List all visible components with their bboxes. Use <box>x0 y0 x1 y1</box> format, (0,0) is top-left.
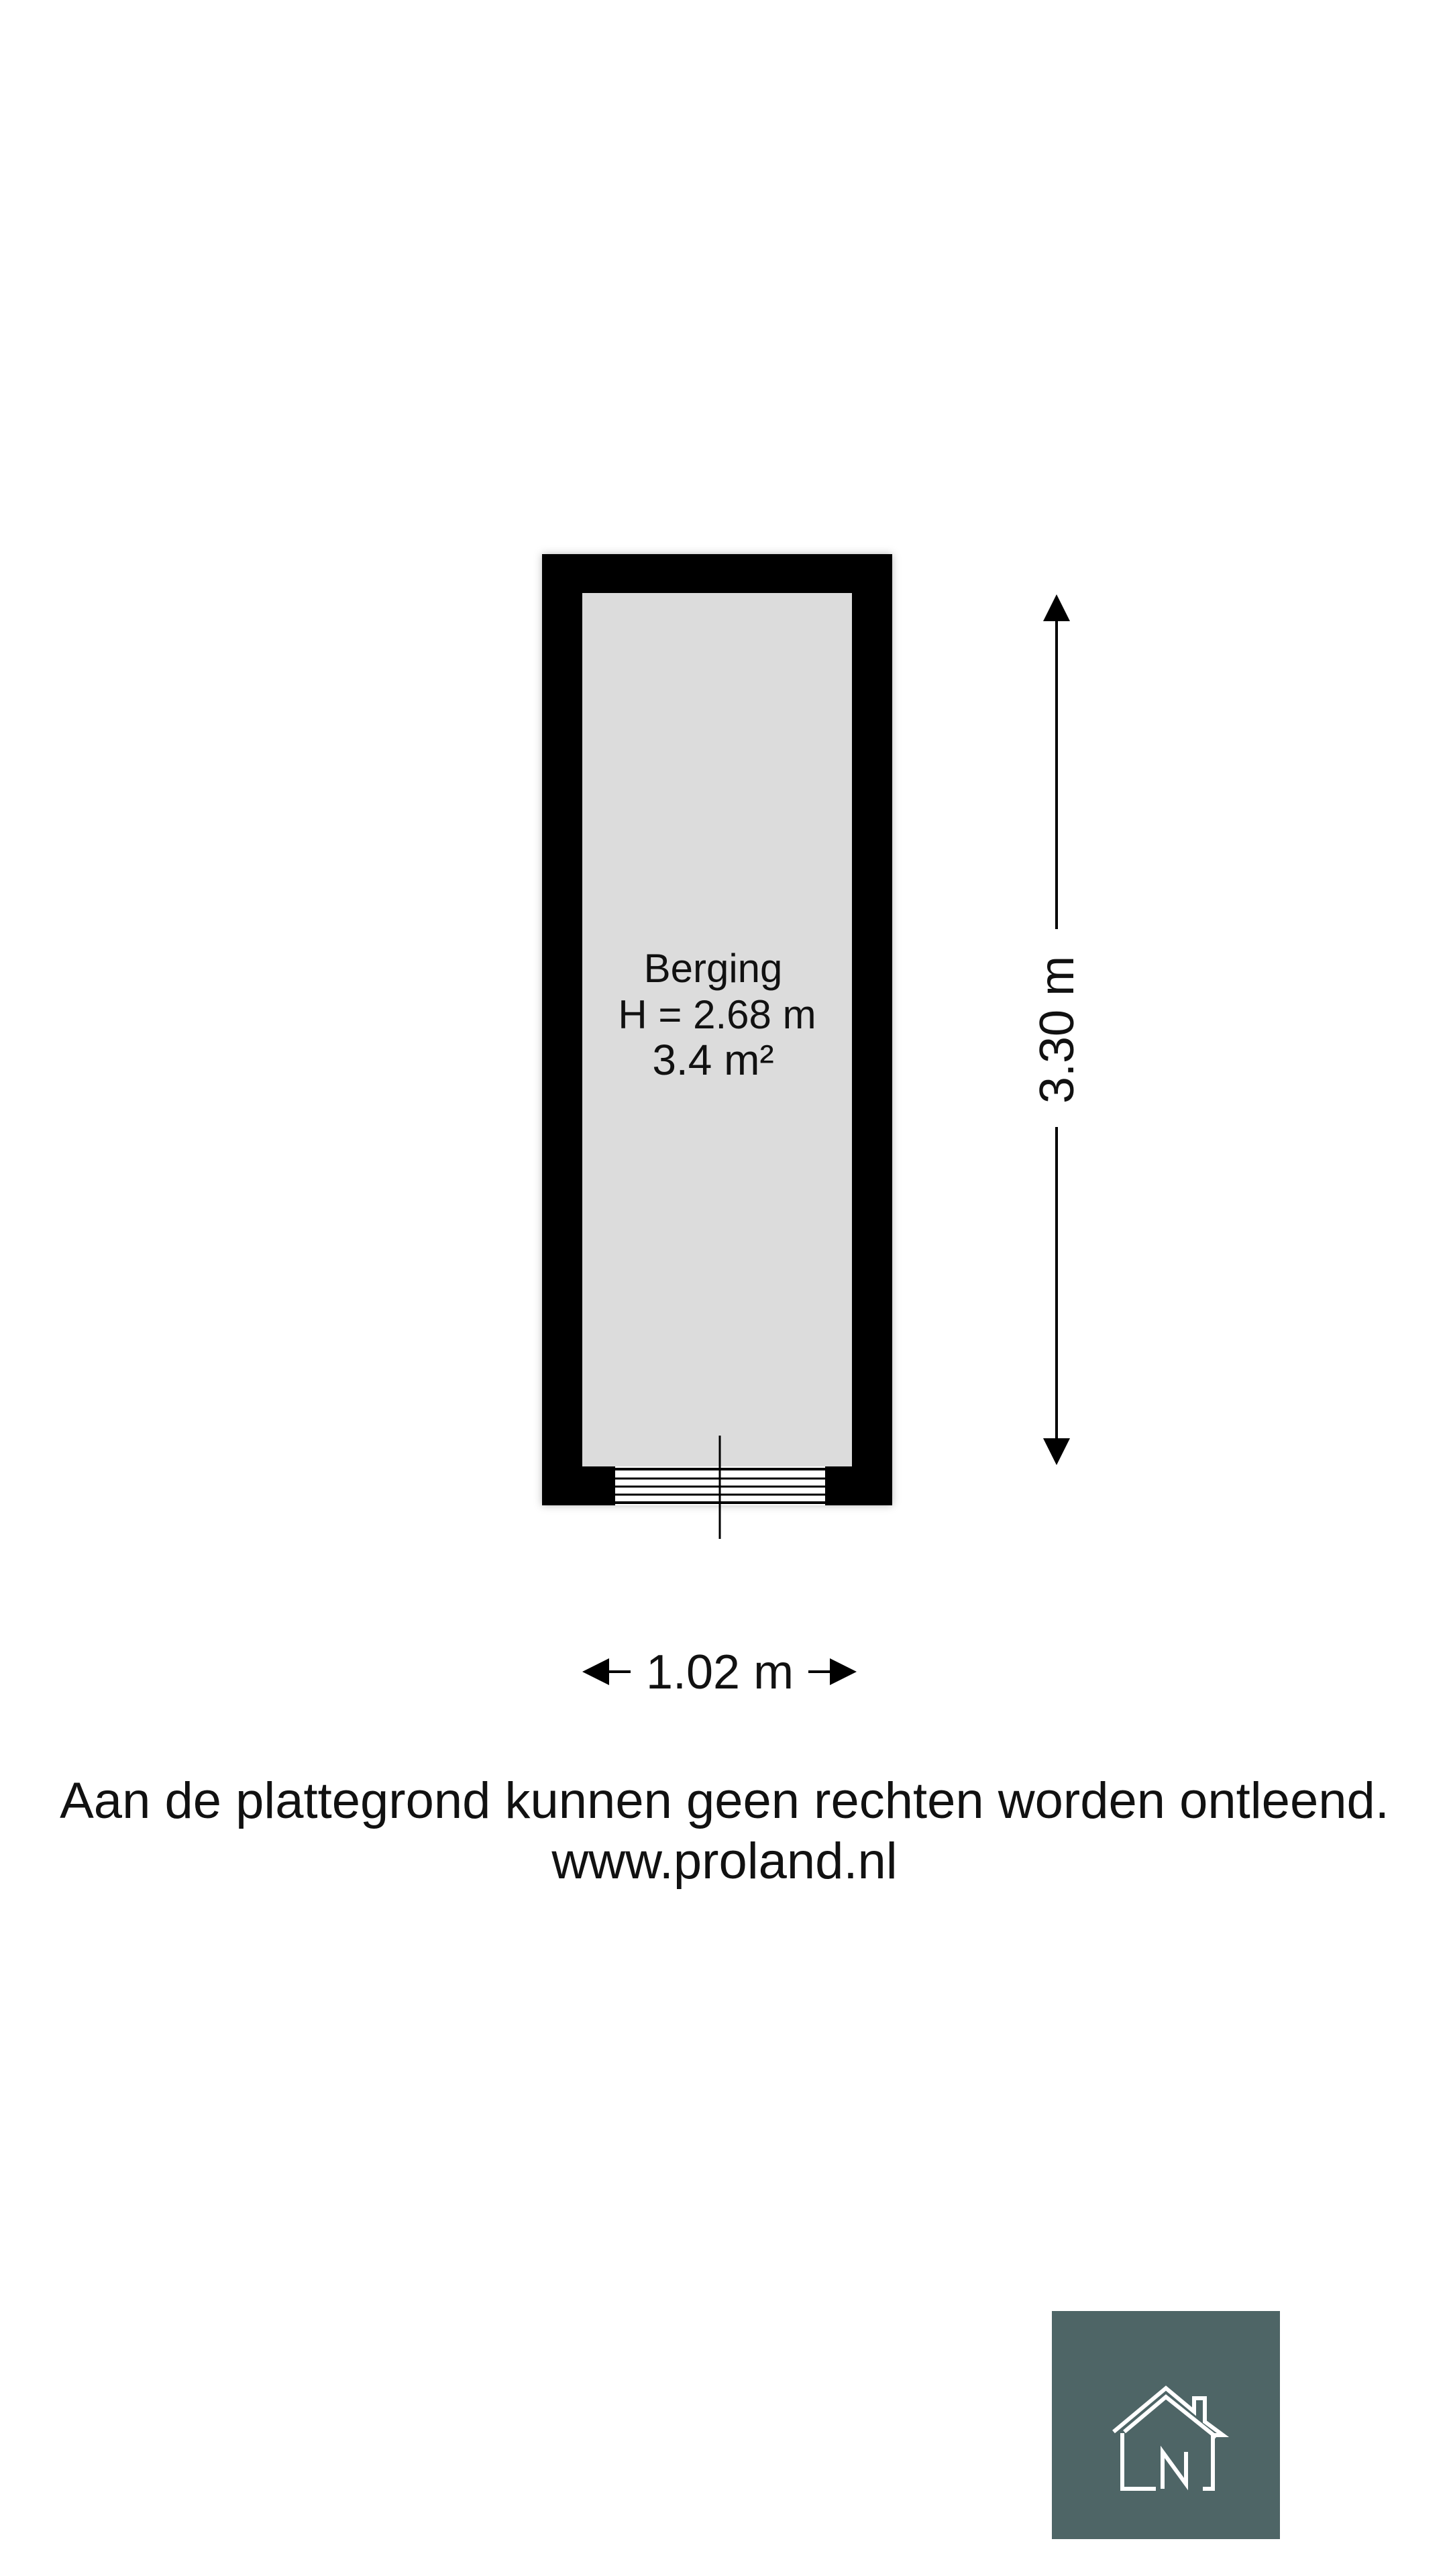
house-logo-icon <box>1052 2311 1280 2539</box>
brand-logo <box>1052 2311 1280 2539</box>
vertical-dimension-label: 3.30 m <box>1030 955 1084 1104</box>
room-height: H = 2.68 m <box>618 992 816 1037</box>
horizontal-dimension <box>585 1646 854 1699</box>
room-area: 3.4 m² <box>652 1036 774 1084</box>
horizontal-dimension-label: 1.02 m <box>645 1646 794 1699</box>
disclaimer-text: Aan de plattegrond kunnen geen rechten worden ontleend. <box>60 1772 1389 1829</box>
website-link[interactable]: www.proland.nl <box>551 1833 898 1890</box>
room-name: Berging <box>643 946 783 991</box>
vertical-dimension <box>1030 597 1084 1462</box>
